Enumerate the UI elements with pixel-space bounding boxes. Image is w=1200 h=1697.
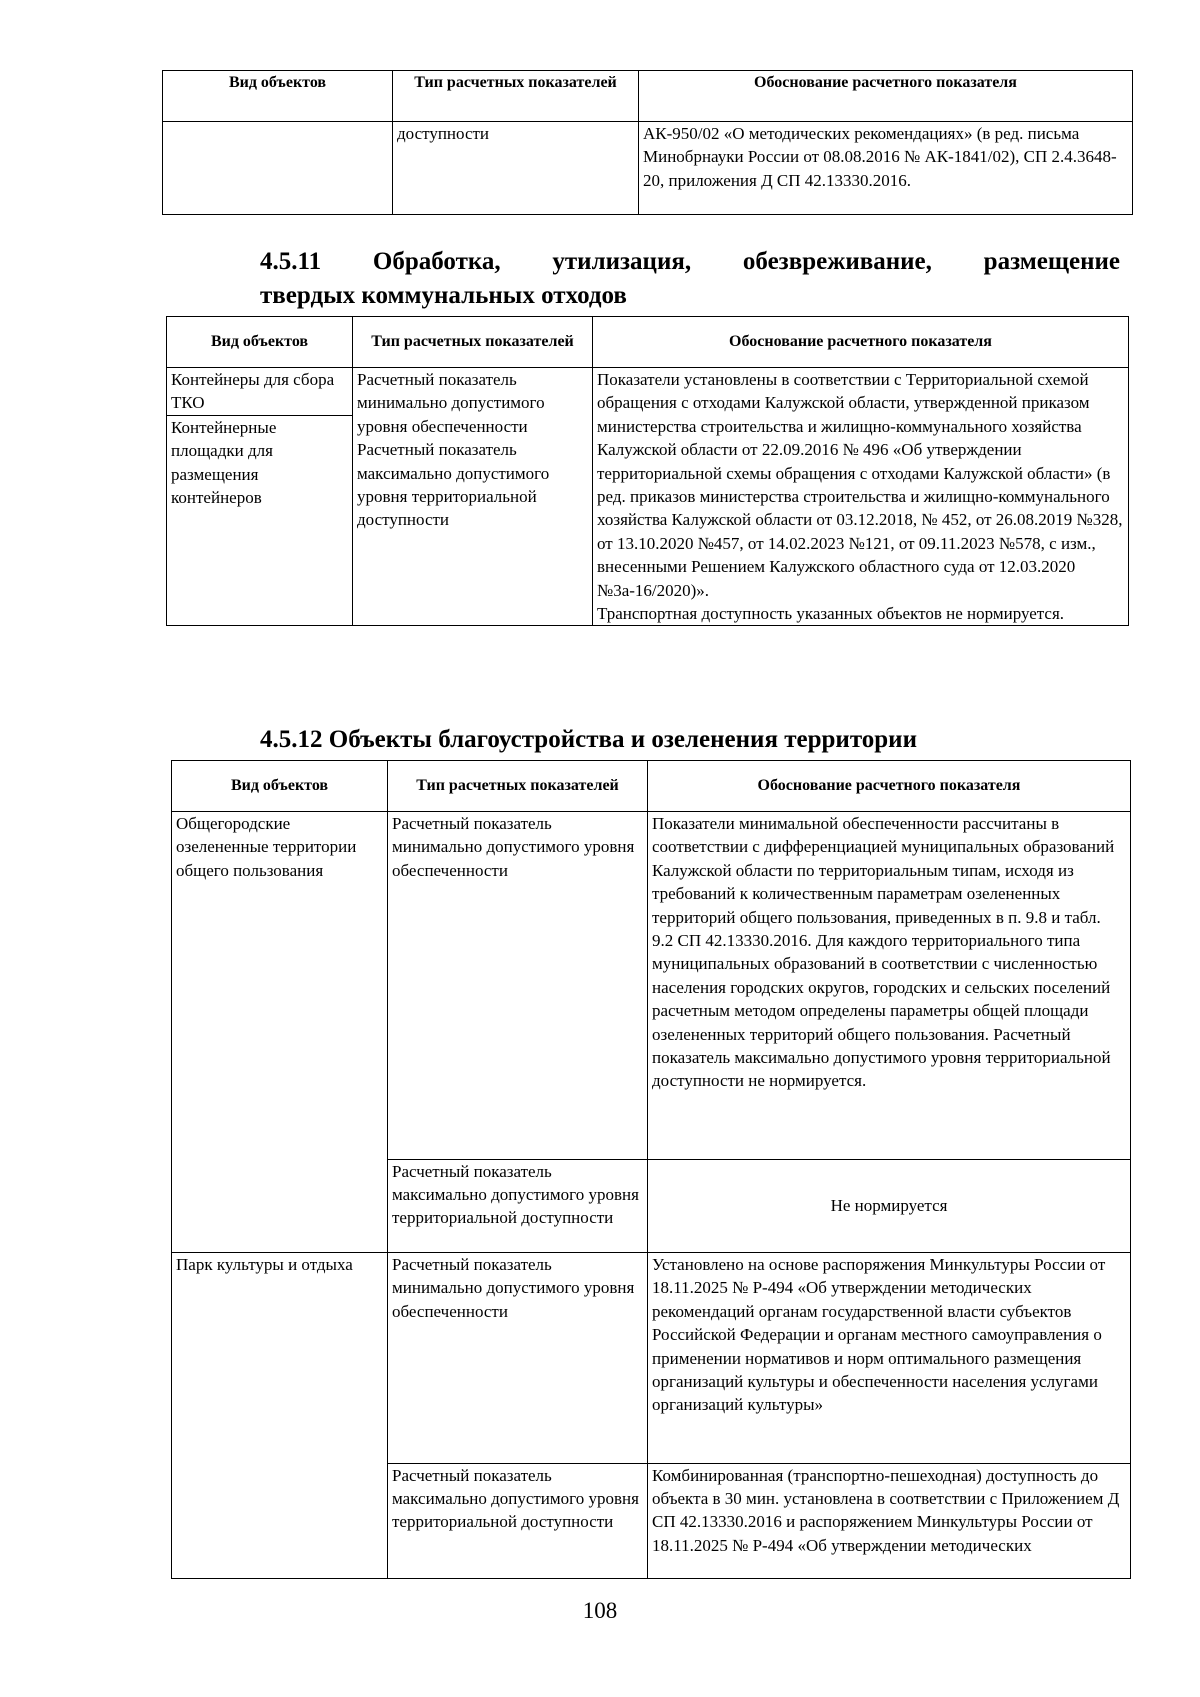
cell-object <box>172 1463 388 1579</box>
header-indicator-type: Тип расчетных показателей <box>388 761 648 812</box>
cell-type: Расчетный показатель минимально допустимого уровня обеспеченности <box>388 1253 648 1464</box>
table-row <box>172 1159 1131 1253</box>
cell-type: Расчетный показатель максимально допустимого уровня территориальной доступности <box>388 1159 648 1253</box>
cell-basis: Комбинированная (транспортно-пешеходная) доступность до объекта в 30 мин. установлена в соответствии с Приложением Д СП 42.13330.2016 и распоряжением Минкультуры России от 18.11.2025 № Р-494 «Об утверждении методических <box>648 1463 1131 1579</box>
table-row <box>172 1253 1131 1464</box>
cell-object <box>163 122 393 215</box>
header-basis: Обоснование расчетного показателя <box>593 317 1129 368</box>
cell-basis: Показатели минимальной обеспеченности рассчитаны в соответствии с дифференциацией муниципальных образований Калужской области по территориальным типам, исходя из требований к количественным параметрам озелененных территорий общего пользования, приведенных в п. 9.8 и табл. 9.2 СП 42.13330.2016. Для каждого территориального типа муниципальных образований в соответствии с численностью населения городских округов, городских и сельских поселений расчетным методом определены параметры общей площади озелененных территорий общего пользования. Расчетный показатель максимально допустимого уровня территориальной доступности не нормируется. <box>648 812 1131 1160</box>
table-header-row <box>172 761 1131 812</box>
cell-object: Парк культуры и отдыха <box>172 1253 388 1464</box>
landscaping-table <box>171 760 1131 1579</box>
section-heading-4-5-11-line2: твердых коммунальных отходов <box>260 282 627 309</box>
table-header-row <box>163 71 1133 122</box>
header-basis: Обоснование расчетного показателя <box>648 761 1131 812</box>
cell-basis: Не нормируется <box>648 1159 1131 1253</box>
header-indicator-type: Тип расчетных показателей <box>353 317 593 368</box>
table-header-row <box>167 317 1129 368</box>
table-row <box>172 812 1131 1160</box>
object-container-sites: Контейнерные площадки для размещения контейнеров <box>171 417 277 508</box>
waste-table <box>166 316 1129 626</box>
object-containers: Контейнеры для сбора ТКО <box>167 368 352 416</box>
cell-type: Расчетный показатель минимально допустимого уровня обеспеченности <box>388 812 648 1160</box>
basis-paragraph: Показатели установлены в соответствии с Территориальной схемой обращения с отходами Калужской области, утвержденной приказом министерства строительства и жилищно-коммунального хозяйства Калужской области от 22.09.2016 № 496 «Об утверждении территориальной схемы обращения с отходами Калужской области» (в ред. приказов министерства строительства и жилищно-коммунального хозяйства Калужской области от 03.12.2018, № 452, от 26.08.2019 №328, от 13.10.2020 №457, от 14.02.2023 №121, от 09.11.2023 №578, с изм., внесенными Решением Калужского областного суда от 12.03.2020 №3а-16/2020)». <box>597 370 1123 600</box>
header-basis: Обоснование расчетного показателя <box>639 71 1133 122</box>
table-row <box>167 368 1129 626</box>
section-heading-4-5-11-line1: 4.5.11 Обработка, утилизация, обезвреживание, размещение <box>260 248 1120 275</box>
cell-object <box>167 368 353 626</box>
section-heading-4-5-12: 4.5.12 Объекты благоустройства и озеленения территории <box>260 726 917 753</box>
continuation-table <box>162 70 1133 215</box>
basis-paragraph: Транспортная доступность указанных объектов не нормируется. <box>597 604 1065 624</box>
cell-type: Расчетный показатель минимально допустимого уровня обеспеченности Расчетный показатель максимально допустимого уровня территориальной доступности <box>353 368 593 626</box>
cell-object <box>172 1159 388 1253</box>
cell-basis: АК-950/02 «О методических рекомендациях» (в ред. письма Минобрнауки России от 08.08.2016 № АК-1841/02), СП 2.4.3648-20, приложения Д СП 42.13330.2016. <box>639 122 1133 215</box>
table-row <box>163 122 1133 215</box>
header-indicator-type: Тип расчетных показателей <box>393 71 639 122</box>
page-number: 108 <box>582 1598 618 1623</box>
table-row <box>172 1463 1131 1579</box>
cell-type: Расчетный показатель максимально допустимого уровня территориальной доступности <box>388 1463 648 1579</box>
header-object-type: Вид объектов <box>172 761 388 812</box>
cell-object: Общегородские озелененные территории общего пользования <box>172 812 388 1160</box>
cell-type: доступности <box>393 122 639 215</box>
cell-basis <box>593 368 1129 626</box>
header-object-type: Вид объектов <box>167 317 353 368</box>
header-object-type: Вид объектов <box>163 71 393 122</box>
cell-basis: Установлено на основе распоряжения Минкультуры России от 18.11.2025 № Р-494 «Об утверждении методических рекомендаций органам государственной власти субъектов Российской Федерации и органам местного самоуправления о применении нормативов и норм оптимального размещения организаций культуры и обеспеченности населения услугами организаций культуры» <box>648 1253 1131 1464</box>
